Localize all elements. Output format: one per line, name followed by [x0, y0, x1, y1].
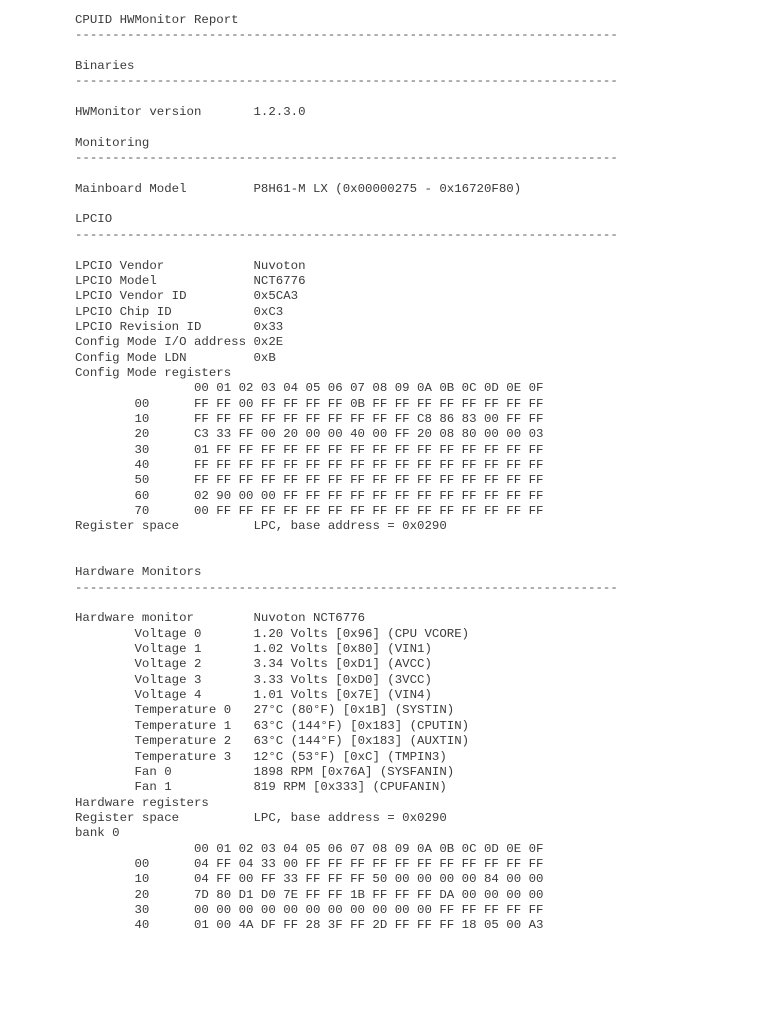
sensor-row-label: Temperature 1: [75, 718, 254, 733]
sensor-row-label: Fan 0: [75, 764, 254, 779]
blank-line: [75, 44, 755, 59]
sensor-row-label: Temperature 2: [75, 734, 254, 749]
lpcio-row-label: Config Mode I/O address: [75, 335, 254, 350]
lpcio-row-value: 0x2E: [253, 335, 284, 350]
lpcio-row: [75, 351, 755, 366]
lpcio-register-row: 40 FF FF FF FF FF FF FF FF FF FF FF FF FF FF FF FF: [75, 457, 544, 472]
sensor-row: [75, 750, 755, 765]
lpcio-register-space-label: Register space: [75, 519, 254, 534]
hardware-register-row: 10 04 FF 00 FF 33 FF FF FF 50 00 00 00 00 84 00 00: [75, 872, 544, 887]
sensor-row-label: Voltage 4: [75, 688, 254, 703]
lpcio-register-row: 10 FF FF FF FF FF FF FF FF FF FF C8 86 83 00 FF FF: [75, 411, 544, 426]
lpcio-row: [75, 305, 755, 320]
sensor-row-label: Temperature 0: [75, 703, 254, 718]
sensor-row: [75, 765, 755, 780]
lpcio-registers-label: Config Mode registers: [75, 365, 232, 380]
binaries-row: [75, 105, 755, 120]
lpcio-row-value: 0xB: [253, 350, 276, 365]
lpcio-row-value: 0x33: [253, 319, 284, 334]
lpcio-register-space: [75, 519, 755, 534]
sensor-row-label: Fan 1: [75, 780, 254, 795]
lpcio-row-label: Config Mode LDN: [75, 350, 254, 365]
lpcio-row-label: LPCIO Chip ID: [75, 304, 254, 319]
sensor-row-value: 27°C (80°F) [0x1B] (SYSTIN): [253, 703, 455, 718]
monitoring-heading: Monitoring: [75, 135, 150, 150]
bank-label: bank 0: [75, 826, 120, 841]
sensor-row: [75, 657, 755, 672]
lpcio-register-row: 70 00 FF FF FF FF FF FF FF FF FF FF FF FF FF FF FF: [75, 504, 544, 518]
lpcio-register-row: 50 FF FF FF FF FF FF FF FF FF FF FF FF FF FF FF FF: [75, 473, 544, 488]
sensor-row-value: 1.20 Volts [0x96] (CPU VCORE): [253, 626, 470, 641]
blank-line: [75, 120, 755, 135]
sensor-row-label: Temperature 3: [75, 749, 254, 764]
sensor-row-value: 3.34 Volts [0xD1] (AVCC): [253, 657, 432, 672]
sensor-row-value: 1.02 Volts [0x80] (VIN1): [253, 642, 432, 657]
hardware-monitor-row-value: Nuvoton NCT6776: [253, 611, 366, 626]
sensor-row-label: Voltage 3: [75, 672, 254, 687]
lpcio-row-value: 0x5CA3: [253, 289, 299, 304]
hardware-register-header: 00 01 02 03 04 05 06 07 08 09 0A 0B 0C 0D 0E 0F: [75, 841, 544, 856]
lpcio-row-value: NCT6776: [253, 273, 306, 288]
lpcio-register-row: 30 01 FF FF FF FF FF FF FF FF FF FF FF FF FF FF FF: [75, 442, 544, 457]
sensor-row-value: 12°C (53°F) [0xC] (TMPIN3): [253, 749, 447, 764]
sensor-row-label: Voltage 2: [75, 657, 254, 672]
monitoring-row-value: P8H61-M LX (0x00000275 - 0x16720F80): [253, 181, 522, 196]
hardware-monitor-row: [75, 611, 755, 626]
blank-line: [75, 550, 755, 565]
blank-line: [75, 243, 755, 258]
hardware-monitor-row-label: Hardware monitor: [75, 611, 254, 626]
lpcio-row: [75, 274, 755, 289]
blank-line: [75, 596, 755, 611]
hardware-register-space: [75, 811, 755, 826]
lpcio-row-value: Nuvoton: [253, 258, 306, 273]
sensor-row-value: 63°C (144°F) [0x183] (AUXTIN): [253, 734, 470, 749]
hardware-register-space-label: Register space: [75, 810, 254, 825]
binaries-rule: -------------------------------------------------------------------------: [75, 74, 618, 89]
lpcio-register-row: 60 02 90 00 00 FF FF FF FF FF FF FF FF FF FF FF FF: [75, 488, 544, 503]
lpcio-row-value: 0xC3: [253, 304, 284, 319]
blank-line: [75, 90, 755, 105]
hardware-register-row: 00 04 FF 04 33 00 FF FF FF FF FF FF FF FF FF FF FF: [75, 856, 544, 871]
lpcio-row-label: LPCIO Revision ID: [75, 319, 254, 334]
report-title: CPUID HWMonitor Report: [75, 13, 239, 27]
lpcio-row-label: LPCIO Model: [75, 273, 254, 288]
sensor-row-label: Voltage 1: [75, 642, 254, 657]
hardware-register-row: 30 00 00 00 00 00 00 00 00 00 00 00 FF FF FF FF FF: [75, 902, 544, 917]
lpcio-register-row: 20 C3 33 FF 00 20 00 00 40 00 FF 20 08 80 00 00 03: [75, 427, 544, 442]
lpcio-row-label: LPCIO Vendor ID: [75, 289, 254, 304]
sensor-row-value: 63°C (144°F) [0x183] (CPUTIN): [253, 718, 470, 733]
lpcio-row-label: LPCIO Vendor: [75, 258, 254, 273]
sensor-row-value: 1898 RPM [0x76A] (SYSFANIN): [253, 764, 455, 779]
binaries-row-value: 1.2.3.0: [253, 105, 306, 120]
hardware-register-row: 20 7D 80 D1 D0 7E FF FF 1B FF FF FF DA 00 00 00 00: [75, 887, 544, 902]
monitoring-row-label: Mainboard Model: [75, 181, 254, 196]
blank-line: [75, 166, 755, 181]
sensor-row: [75, 780, 755, 795]
sensor-row-value: 819 RPM [0x333] (CPUFANIN): [253, 780, 447, 795]
binaries-heading: Binaries: [75, 59, 135, 74]
hardware-registers-label: Hardware registers: [75, 795, 209, 810]
binaries-row-label: HWMonitor version: [75, 105, 254, 120]
sensor-row: [75, 627, 755, 642]
blank-line: [75, 535, 755, 550]
sensor-row: [75, 719, 755, 734]
title-rule: -------------------------------------------------------------------------: [75, 28, 618, 43]
lpcio-register-space-value: LPC, base address = 0x0290: [253, 519, 447, 534]
lpcio-heading: LPCIO: [75, 212, 113, 227]
monitoring-rule: -------------------------------------------------------------------------: [75, 151, 618, 166]
hardware-register-space-value: LPC, base address = 0x0290: [253, 810, 447, 825]
sensor-row: [75, 734, 755, 749]
sensor-row: [75, 703, 755, 718]
lpcio-row: [75, 320, 755, 335]
blank-line: [75, 197, 755, 212]
lpcio-row: [75, 289, 755, 304]
sensor-row-value: 3.33 Volts [0xD0] (3VCC): [253, 672, 432, 687]
lpcio-rule: -------------------------------------------------------------------------: [75, 227, 618, 242]
sensor-row: [75, 673, 755, 688]
hardware-register-row: 40 01 00 4A DF FF 28 3F FF 2D FF FF FF 18 05 00 A3: [75, 918, 544, 933]
report-document: [75, 13, 755, 934]
monitoring-row: [75, 182, 755, 197]
lpcio-row: [75, 335, 755, 350]
sensor-row-label: Voltage 0: [75, 626, 254, 641]
sensor-row: [75, 688, 755, 703]
hardware-monitors-rule: -------------------------------------------------------------------------: [75, 580, 618, 595]
sensor-row: [75, 642, 755, 657]
lpcio-register-header: 00 01 02 03 04 05 06 07 08 09 0A 0B 0C 0D 0E 0F: [75, 381, 544, 396]
sensor-row-value: 1.01 Volts [0x7E] (VIN4): [253, 688, 432, 703]
lpcio-row: [75, 259, 755, 274]
lpcio-register-row: 00 FF FF 00 FF FF FF FF 0B FF FF FF FF FF FF FF FF: [75, 396, 544, 411]
hardware-monitors-heading: Hardware Monitors: [75, 565, 202, 580]
